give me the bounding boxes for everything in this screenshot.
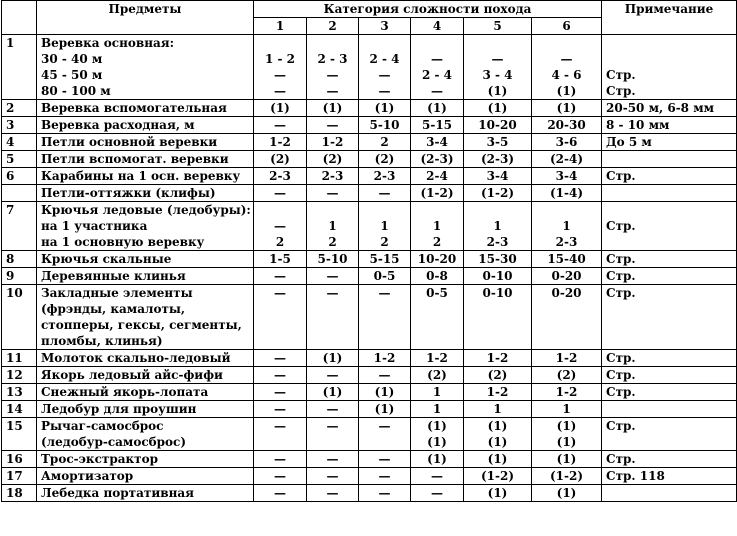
equipment-table <box>1 0 737 502</box>
level-1-value: — <box>254 268 307 285</box>
level-6-value: 1-2 <box>532 350 602 367</box>
level-5-value: 15-30 <box>464 251 532 268</box>
level-6-value: 0-20 <box>532 285 602 350</box>
level-4-value: 0-8 <box>411 268 464 285</box>
note-cell: Стр. <box>602 202 737 251</box>
level-3-value: — <box>359 485 411 502</box>
table-row <box>2 367 737 384</box>
note-cell: Стр. <box>602 418 737 451</box>
level-2-value: — <box>307 485 359 502</box>
item-name: Веревка расходная, м <box>37 117 254 134</box>
row-number: 9 <box>2 268 37 285</box>
level-6-value: (1) (1) <box>532 418 602 451</box>
level-2-value: — <box>307 268 359 285</box>
level-2-value: (1) <box>307 350 359 367</box>
row-number: 12 <box>2 367 37 384</box>
item-name: Петли вспомогат. веревки <box>37 151 254 168</box>
note-cell: Стр. <box>602 168 737 185</box>
item-name: Крючья скальные <box>37 251 254 268</box>
table-row <box>2 202 737 251</box>
table-row <box>2 134 737 151</box>
level-5-value: 1 <box>464 401 532 418</box>
level-5-value: 10-20 <box>464 117 532 134</box>
item-name: Рычаг-самосброс (ледобур-самосброс) <box>37 418 254 451</box>
level-1-value: (2) <box>254 151 307 168</box>
level-2-value: 1 2 <box>307 202 359 251</box>
level-2-value: — <box>307 401 359 418</box>
level-2-value: — <box>307 117 359 134</box>
level-2-value: — <box>307 185 359 202</box>
note-cell: 8 - 10 мм <box>602 117 737 134</box>
note-cell: До 5 м <box>602 134 737 151</box>
level-2-value: 5-10 <box>307 251 359 268</box>
level-5-value: (1) <box>464 485 532 502</box>
level-1-value: 1-2 <box>254 134 307 151</box>
item-name: Карабины на 1 осн. веревку <box>37 168 254 185</box>
level-5-value: (1) (1) <box>464 418 532 451</box>
level-5-value: (1-2) <box>464 185 532 202</box>
item-name: Закладные элементы (фрэнды, камалоты, стопперы, гексы, сегменты, пломбы, клинья) <box>37 285 254 350</box>
header-items: Предметы <box>37 1 254 35</box>
item-name: Крючья ледовые (ледобуры): на 1 участника на 1 основную веревку <box>37 202 254 251</box>
row-number <box>2 185 37 202</box>
note-cell: Стр. Стр. <box>602 35 737 100</box>
row-number: 15 <box>2 418 37 451</box>
table-row <box>2 185 737 202</box>
level-2-value: 2 - 3 — — <box>307 35 359 100</box>
header-note: Примечание <box>602 1 737 35</box>
item-name: Трос-экстрактор <box>37 451 254 468</box>
level-4-value: (2) <box>411 367 464 384</box>
level-3-value: 2 - 4 — — <box>359 35 411 100</box>
note-cell: Стр. <box>602 268 737 285</box>
level-6-value: 0-20 <box>532 268 602 285</box>
item-name: Петли-оттяжки (клифы) <box>37 185 254 202</box>
level-1: 1 <box>254 18 307 35</box>
level-4-value: (2-3) <box>411 151 464 168</box>
level-1-value: — 2 <box>254 202 307 251</box>
level-4-value: — <box>411 485 464 502</box>
level-4-value: — <box>411 468 464 485</box>
item-name: Лебедка портативная <box>37 485 254 502</box>
level-6-value: (1-4) <box>532 185 602 202</box>
level-5-value: 3-5 <box>464 134 532 151</box>
level-4-value: 0-5 <box>411 285 464 350</box>
row-number: 5 <box>2 151 37 168</box>
level-3-value: — <box>359 468 411 485</box>
level-4-value: (1) (1) <box>411 418 464 451</box>
table-row <box>2 168 737 185</box>
level-1-value: — <box>254 367 307 384</box>
table-row <box>2 117 737 134</box>
level-1-value: — <box>254 285 307 350</box>
level-3-value: 5-15 <box>359 251 411 268</box>
header-category: Категория сложности похода <box>254 1 602 18</box>
row-number: 16 <box>2 451 37 468</box>
header-row <box>2 1 737 18</box>
level-6-value: (1) <box>532 451 602 468</box>
row-number: 1 <box>2 35 37 100</box>
note-cell <box>602 185 737 202</box>
level-4-value: — 2 - 4 — <box>411 35 464 100</box>
note-cell: Стр. <box>602 451 737 468</box>
note-cell: Стр. <box>602 350 737 367</box>
level-1-value: — <box>254 468 307 485</box>
level-4-value: 3-4 <box>411 134 464 151</box>
level-4-value: 1-2 <box>411 350 464 367</box>
level-6-value: (1) <box>532 485 602 502</box>
table-row <box>2 100 737 117</box>
level-1-value: 1-5 <box>254 251 307 268</box>
note-cell: Стр. <box>602 367 737 384</box>
level-6-value: 1 2-3 <box>532 202 602 251</box>
level-3: 3 <box>359 18 411 35</box>
item-name: Снежный якорь-лопата <box>37 384 254 401</box>
level-1-value: — <box>254 418 307 451</box>
header-num <box>2 1 37 35</box>
row-number: 17 <box>2 468 37 485</box>
row-number: 4 <box>2 134 37 151</box>
level-2-value: — <box>307 418 359 451</box>
level-5-value: (1) <box>464 100 532 117</box>
level-5: 5 <box>464 18 532 35</box>
row-number: 13 <box>2 384 37 401</box>
level-2: 2 <box>307 18 359 35</box>
level-1-value: — <box>254 384 307 401</box>
level-3-value: — <box>359 418 411 451</box>
level-4-value: (1) <box>411 451 464 468</box>
level-2-value: (1) <box>307 100 359 117</box>
item-name: Петли основной веревки <box>37 134 254 151</box>
table-row <box>2 151 737 168</box>
level-3-value: 5-10 <box>359 117 411 134</box>
level-3-value: — <box>359 451 411 468</box>
level-3-value: 1 2 <box>359 202 411 251</box>
level-5-value: 0-10 <box>464 285 532 350</box>
level-4-value: 5-15 <box>411 117 464 134</box>
item-name: Ледобур для проушин <box>37 401 254 418</box>
level-3-value: (1) <box>359 100 411 117</box>
item-name: Веревка основная: 30 - 40 м 45 - 50 м 80 - 100 м <box>37 35 254 100</box>
note-cell <box>602 401 737 418</box>
level-1-value: — <box>254 401 307 418</box>
level-5-value: — 3 - 4 (1) <box>464 35 532 100</box>
table-row <box>2 251 737 268</box>
note-cell <box>602 485 737 502</box>
table-row <box>2 384 737 401</box>
table-row <box>2 35 737 100</box>
level-6-value: (1) <box>532 100 602 117</box>
table-row <box>2 401 737 418</box>
row-number: 2 <box>2 100 37 117</box>
table-row <box>2 268 737 285</box>
level-1-value: — <box>254 451 307 468</box>
level-1-value: — <box>254 117 307 134</box>
level-2-value: — <box>307 285 359 350</box>
level-3-value: 0-5 <box>359 268 411 285</box>
item-name: Деревянные клинья <box>37 268 254 285</box>
level-2-value: — <box>307 451 359 468</box>
level-6-value: (1-2) <box>532 468 602 485</box>
level-5-value: (2) <box>464 367 532 384</box>
level-1-value: — <box>254 350 307 367</box>
table-row <box>2 418 737 451</box>
level-5-value: (2-3) <box>464 151 532 168</box>
level-2-value: 2-3 <box>307 168 359 185</box>
level-3-value: — <box>359 367 411 384</box>
level-1-value: — <box>254 185 307 202</box>
level-1-value: (1) <box>254 100 307 117</box>
item-name: Молоток скально-ледовый <box>37 350 254 367</box>
note-cell <box>602 151 737 168</box>
level-2-value: — <box>307 468 359 485</box>
table-body <box>2 35 737 502</box>
level-4-value: (1-2) <box>411 185 464 202</box>
level-5-value: 3-4 <box>464 168 532 185</box>
level-2-value: (1) <box>307 384 359 401</box>
level-5-value: 1-2 <box>464 384 532 401</box>
level-6-value: 3-6 <box>532 134 602 151</box>
level-3-value: (1) <box>359 401 411 418</box>
table-row <box>2 468 737 485</box>
row-number: 14 <box>2 401 37 418</box>
row-number: 18 <box>2 485 37 502</box>
row-number: 7 <box>2 202 37 251</box>
level-3-value: (2) <box>359 151 411 168</box>
level-6-value: 15-40 <box>532 251 602 268</box>
table-row <box>2 451 737 468</box>
level-3-value: 1-2 <box>359 350 411 367</box>
level-2-value: 1-2 <box>307 134 359 151</box>
level-6-value: 1-2 <box>532 384 602 401</box>
level-4-value: 2-4 <box>411 168 464 185</box>
row-number: 11 <box>2 350 37 367</box>
row-number: 3 <box>2 117 37 134</box>
level-6-value: (2-4) <box>532 151 602 168</box>
level-5-value: (1-2) <box>464 468 532 485</box>
level-1-value: — <box>254 485 307 502</box>
level-6-value: 3-4 <box>532 168 602 185</box>
level-4-value: (1) <box>411 100 464 117</box>
level-6-value: (2) <box>532 367 602 384</box>
level-6: 6 <box>532 18 602 35</box>
level-5-value: 0-10 <box>464 268 532 285</box>
level-3-value: 2-3 <box>359 168 411 185</box>
level-3-value: (1) <box>359 384 411 401</box>
level-5-value: 1 2-3 <box>464 202 532 251</box>
level-5-value: 1-2 <box>464 350 532 367</box>
level-1-value: 2-3 <box>254 168 307 185</box>
row-number: 8 <box>2 251 37 268</box>
item-name: Якорь ледовый айс-фифи <box>37 367 254 384</box>
note-cell: Стр. 118 <box>602 468 737 485</box>
level-2-value: (2) <box>307 151 359 168</box>
level-5-value: (1) <box>464 451 532 468</box>
note-cell: Стр. <box>602 384 737 401</box>
level-3-value: 2 <box>359 134 411 151</box>
level-2-value: — <box>307 367 359 384</box>
note-cell: Стр. <box>602 251 737 268</box>
level-4-value: 10-20 <box>411 251 464 268</box>
level-4-value: 1 <box>411 401 464 418</box>
item-name: Амортизатор <box>37 468 254 485</box>
level-1-value: 1 - 2 — — <box>254 35 307 100</box>
level-6-value: 20-30 <box>532 117 602 134</box>
note-cell: 20-50 м, 6-8 мм <box>602 100 737 117</box>
row-number: 10 <box>2 285 37 350</box>
level-4: 4 <box>411 18 464 35</box>
level-3-value: — <box>359 185 411 202</box>
level-6-value: — 4 - 6 (1) <box>532 35 602 100</box>
level-4-value: 1 <box>411 384 464 401</box>
level-6-value: 1 <box>532 401 602 418</box>
level-4-value: 1 2 <box>411 202 464 251</box>
table-row <box>2 350 737 367</box>
table-row <box>2 285 737 350</box>
row-number: 6 <box>2 168 37 185</box>
note-cell: Стр. <box>602 285 737 350</box>
item-name: Веревка вспомогательная <box>37 100 254 117</box>
level-3-value: — <box>359 285 411 350</box>
table-row <box>2 485 737 502</box>
